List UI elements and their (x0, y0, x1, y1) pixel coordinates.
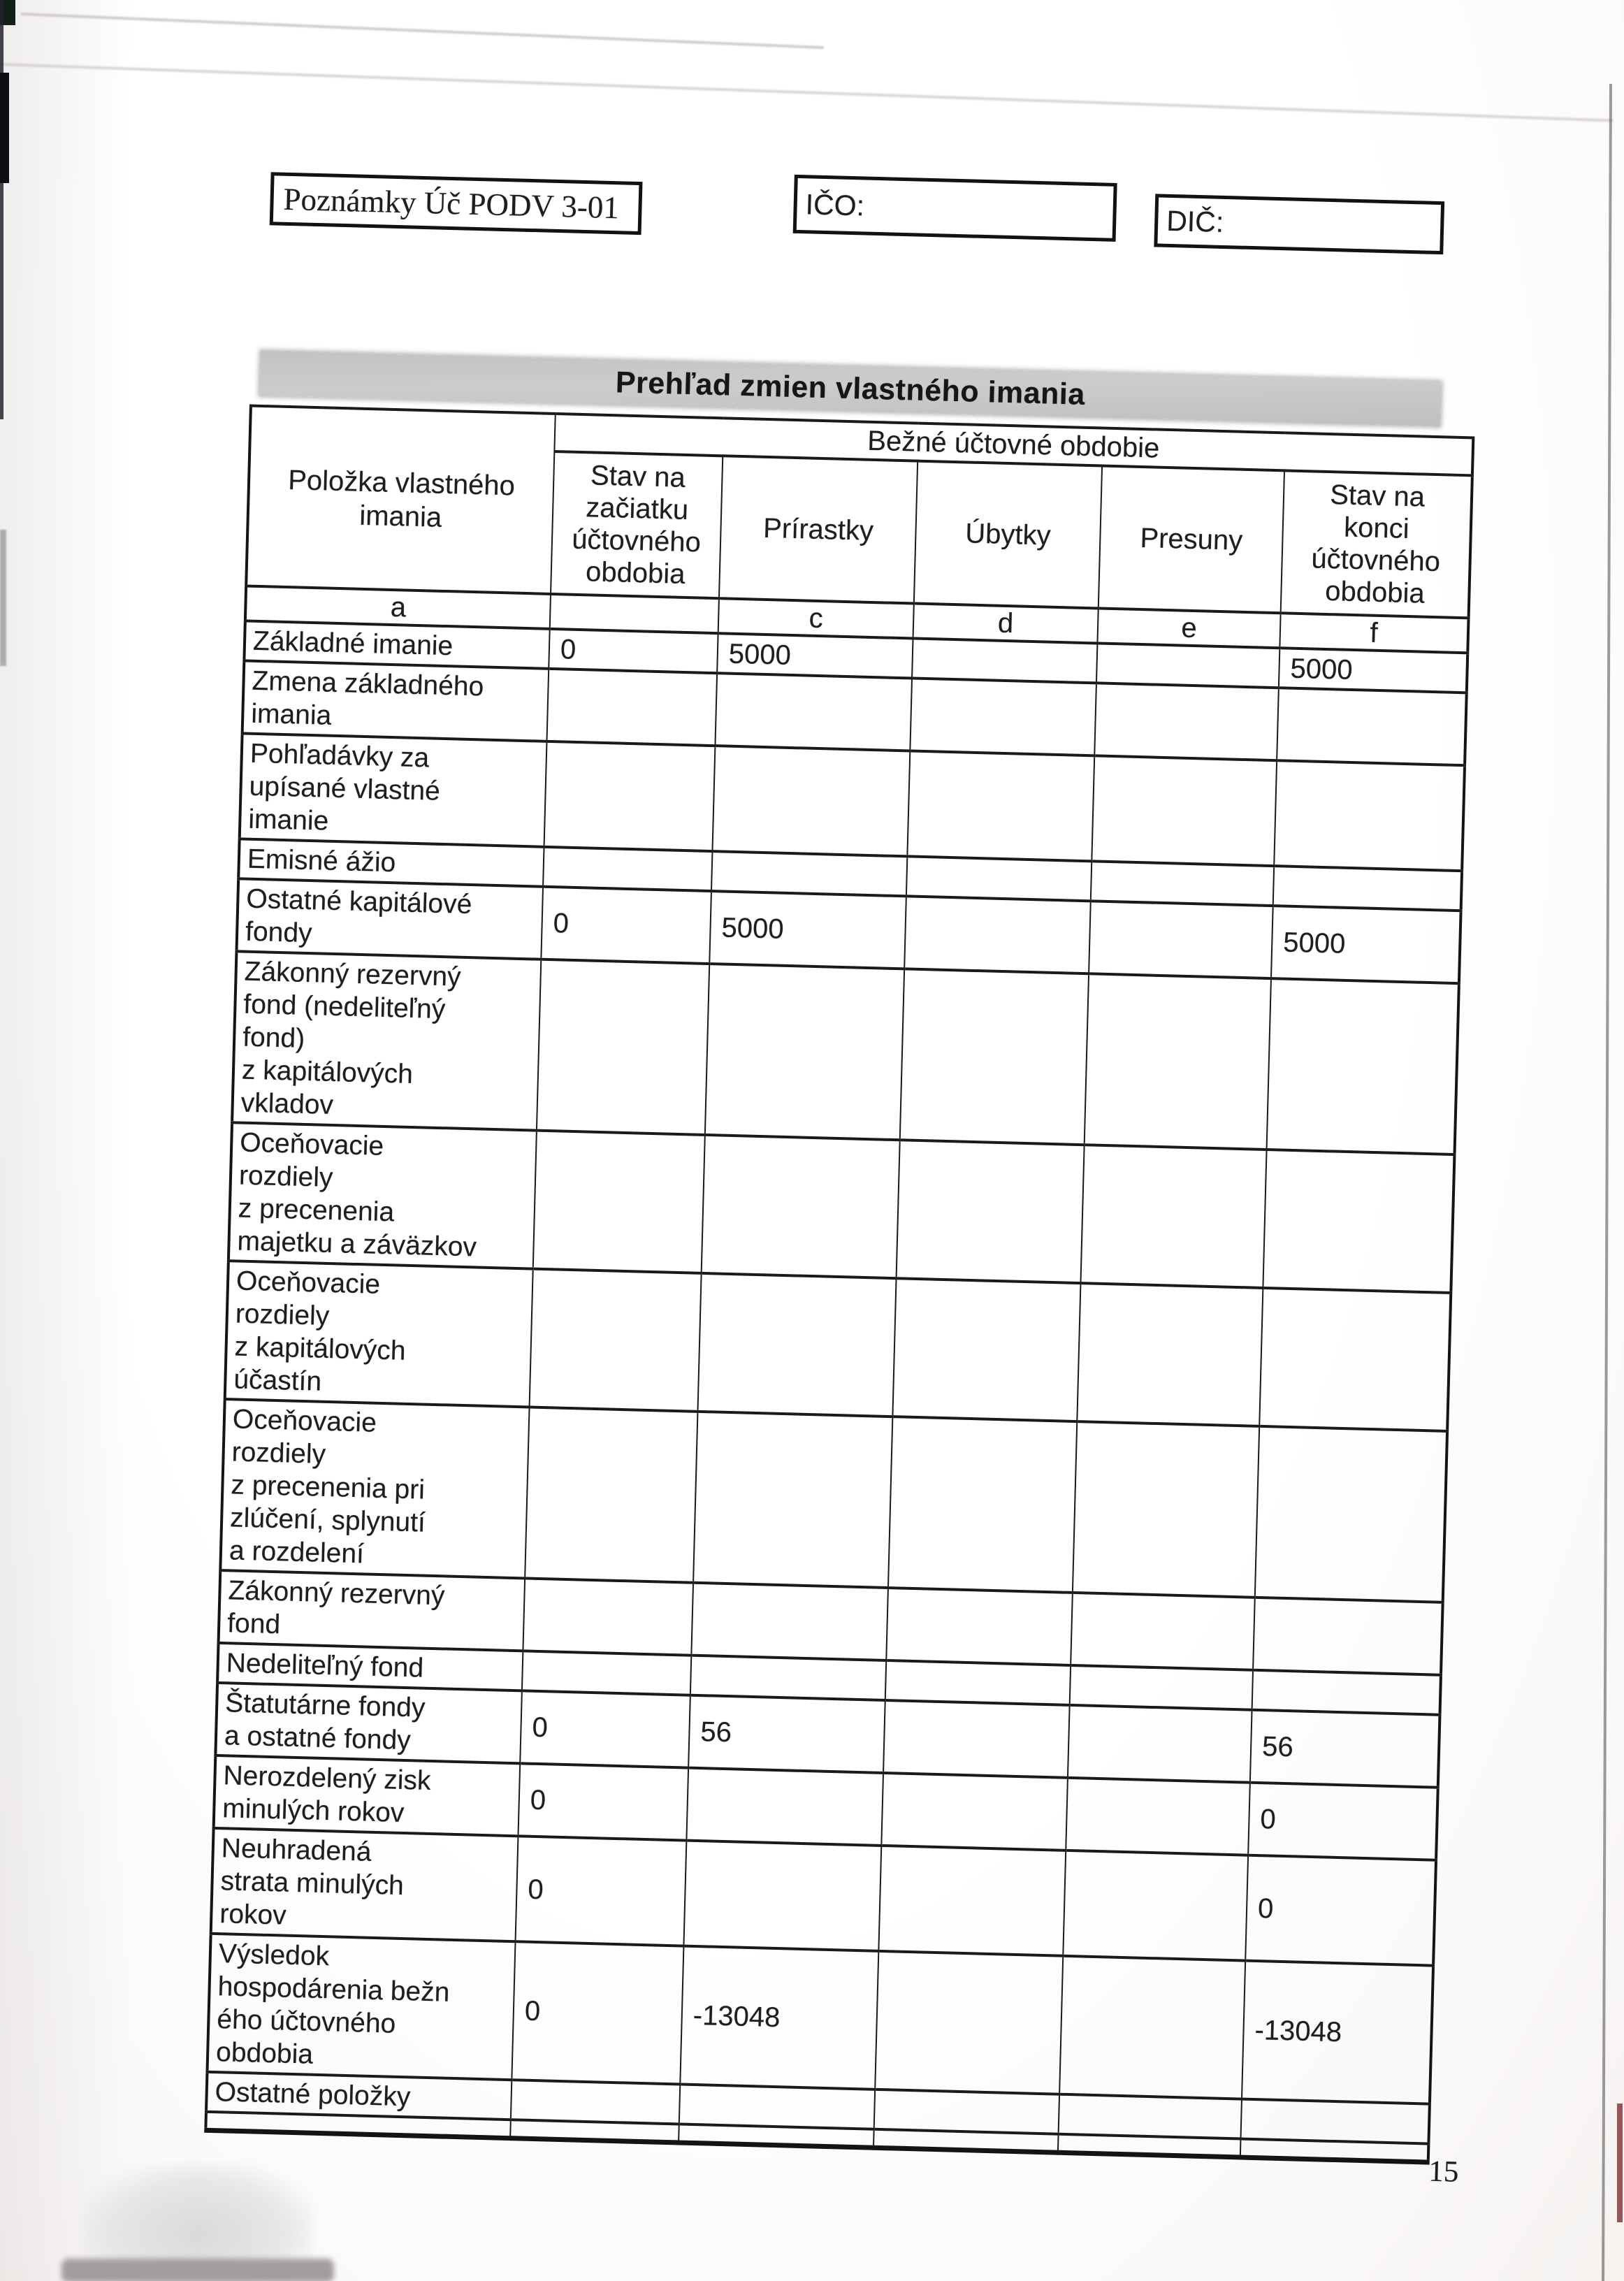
row-value: 0 (549, 629, 718, 673)
row-label: Oceňovacie rozdiely z precenenia majetku a záväzkov (229, 1122, 537, 1268)
dic-field (1154, 194, 1444, 254)
scan-right-red-strip (1617, 2103, 1623, 2222)
row-value (1073, 1421, 1259, 1598)
row-value: 56 (1250, 1710, 1440, 1788)
row-value (1059, 1956, 1245, 2099)
row-label: Emisné ážio (238, 839, 544, 886)
row-label: Zákonný rezervný fond (nedeliteľný fond) z kapitálových vkladov (232, 951, 541, 1130)
filler-cell (873, 2129, 1059, 2152)
row-value (1063, 1851, 1248, 1961)
row-value (1263, 1150, 1454, 1293)
row-value (546, 669, 717, 746)
row-value (1274, 760, 1465, 871)
row-value: 56 (688, 1695, 885, 1773)
row-value (697, 1273, 896, 1417)
row-value (1259, 1288, 1451, 1431)
row-value (1068, 1705, 1252, 1783)
table-row (220, 1399, 1447, 1602)
row-label: Zmena základného imania (242, 660, 549, 741)
row-value (888, 1417, 1077, 1593)
page-number: 15 (1428, 2155, 1459, 2189)
row-value (537, 960, 709, 1135)
row-value (690, 1656, 886, 1700)
row-value (874, 2090, 1059, 2134)
row-label: Oceňovacie rozdiely z precenenia pri zlúčení, splynutí a rozdelení (220, 1399, 529, 1578)
row-label: Základné imanie (244, 621, 549, 668)
row-value (907, 751, 1094, 861)
row-value (712, 746, 910, 856)
column-letter-e: e (1097, 608, 1280, 648)
row-value: -13048 (1242, 1961, 1433, 2104)
row-value (1273, 866, 1462, 911)
row-label: Nerozdelený zisk minulých rokov (214, 1755, 521, 1836)
row-label: Nedeliteľný fond (217, 1643, 523, 1690)
column-header-closing-balance: Stav na konci účtovného obdobia (1281, 470, 1472, 618)
column-letter-f: f (1279, 613, 1468, 653)
row-value (883, 1700, 1070, 1778)
row-label: Štatutárne fondy a ostatné fondy (215, 1683, 522, 1763)
row-value (1255, 1426, 1447, 1602)
row-value (511, 2080, 680, 2124)
row-value (679, 2084, 875, 2129)
column-header-increases: Prírastky (719, 456, 918, 603)
row-value: 0 (1248, 1783, 1438, 1860)
row-value (875, 1951, 1063, 2094)
row-value (544, 741, 716, 851)
row-value (715, 673, 912, 751)
row-value (522, 1651, 691, 1695)
row-value: 5000 (709, 891, 906, 969)
row-value (906, 856, 1092, 901)
row-label: Neuhradená strata minulých rokov (211, 1828, 519, 1941)
row-value: 0 (1245, 1855, 1436, 1966)
row-value (912, 639, 1097, 683)
row-value (878, 1846, 1066, 1956)
row-value (1252, 1670, 1441, 1715)
row-value (525, 1407, 697, 1583)
row-value (693, 1412, 892, 1588)
row-value (691, 1583, 888, 1660)
column-header-transfers: Presuny (1099, 466, 1284, 614)
column-letter-c: c (718, 598, 914, 638)
row-value (897, 1140, 1085, 1283)
row-value: 0 (520, 1690, 690, 1767)
row-value (543, 847, 712, 891)
row-value (1094, 683, 1279, 760)
row-value (1089, 901, 1273, 978)
row-value (686, 1768, 883, 1846)
table-row (232, 951, 1459, 1154)
row-value (885, 1660, 1071, 1705)
row-label: Oceňovacie rozdiely z kapitálových účastín (225, 1261, 533, 1407)
row-label: Ostatné kapitálové fondy (236, 878, 543, 959)
filler-cell (510, 2120, 679, 2142)
row-value (904, 896, 1091, 973)
row-value (1085, 973, 1271, 1150)
row-value (1096, 643, 1279, 688)
column-letter-d: d (913, 604, 1099, 644)
column-header-item: Položka vlastného imania (246, 406, 556, 594)
row-value (892, 1278, 1080, 1421)
row-value: 5000 (1279, 648, 1467, 693)
table-title: Prehľad zmien vlastného imania (615, 365, 1086, 412)
row-value: 0 (512, 1941, 683, 2084)
table-header (245, 406, 1474, 653)
row-value (705, 964, 904, 1140)
row-value (530, 1269, 702, 1412)
row-value: -13048 (680, 1946, 878, 2090)
row-value (1059, 2094, 1242, 2139)
equity-changes-table (204, 405, 1474, 2165)
row-value (886, 1588, 1073, 1665)
row-label: Pohľadávky za upísané vlastné imanie (240, 733, 547, 846)
row-value (1240, 2099, 1429, 2144)
form-code-label: Poznámky Úč PODV 3-01 (283, 181, 620, 226)
row-value: 5000 (717, 633, 913, 678)
row-value (1091, 861, 1274, 906)
row-value (1277, 688, 1467, 765)
row-value (1070, 1665, 1253, 1710)
row-value (523, 1578, 693, 1655)
column-header-period: Bežné účtovné obdobie (554, 414, 1473, 475)
row-label: Zákonný rezervný fond (219, 1570, 525, 1651)
row-value (533, 1131, 705, 1273)
ico-label: IČO: (805, 187, 865, 222)
row-value (900, 969, 1089, 1145)
row-value (711, 851, 907, 896)
row-value: 0 (516, 1836, 687, 1946)
row-label: Výsledok hospodárenia bežn ého účtovného obdobia (207, 1934, 515, 2080)
column-letter-a: a (245, 586, 551, 629)
column-header-opening-balance: Stav na začiatku účtovného obdobia (551, 451, 723, 598)
column-header-decreases: Úbytky (914, 461, 1102, 609)
row-value (910, 678, 1096, 755)
filler-cell (1058, 2134, 1241, 2157)
column-letter-b (550, 594, 719, 633)
row-label: Ostatné položky (206, 2072, 512, 2120)
row-value (881, 1773, 1068, 1851)
row-value: 0 (518, 1763, 688, 1840)
row-value (1077, 1283, 1263, 1426)
row-value (1267, 978, 1459, 1154)
row-value (702, 1135, 900, 1278)
row-value (1071, 1593, 1255, 1670)
row-value (1253, 1598, 1443, 1675)
row-value (1066, 1778, 1250, 1855)
form-code-box (270, 172, 643, 235)
ico-field (793, 175, 1117, 242)
row-value: 0 (541, 887, 711, 964)
row-value: 5000 (1271, 906, 1461, 983)
row-value (1080, 1145, 1266, 1288)
table-body (206, 621, 1467, 2143)
row-value (1092, 755, 1277, 866)
dic-label: DIČ: (1166, 204, 1224, 238)
row-value (683, 1841, 881, 1951)
